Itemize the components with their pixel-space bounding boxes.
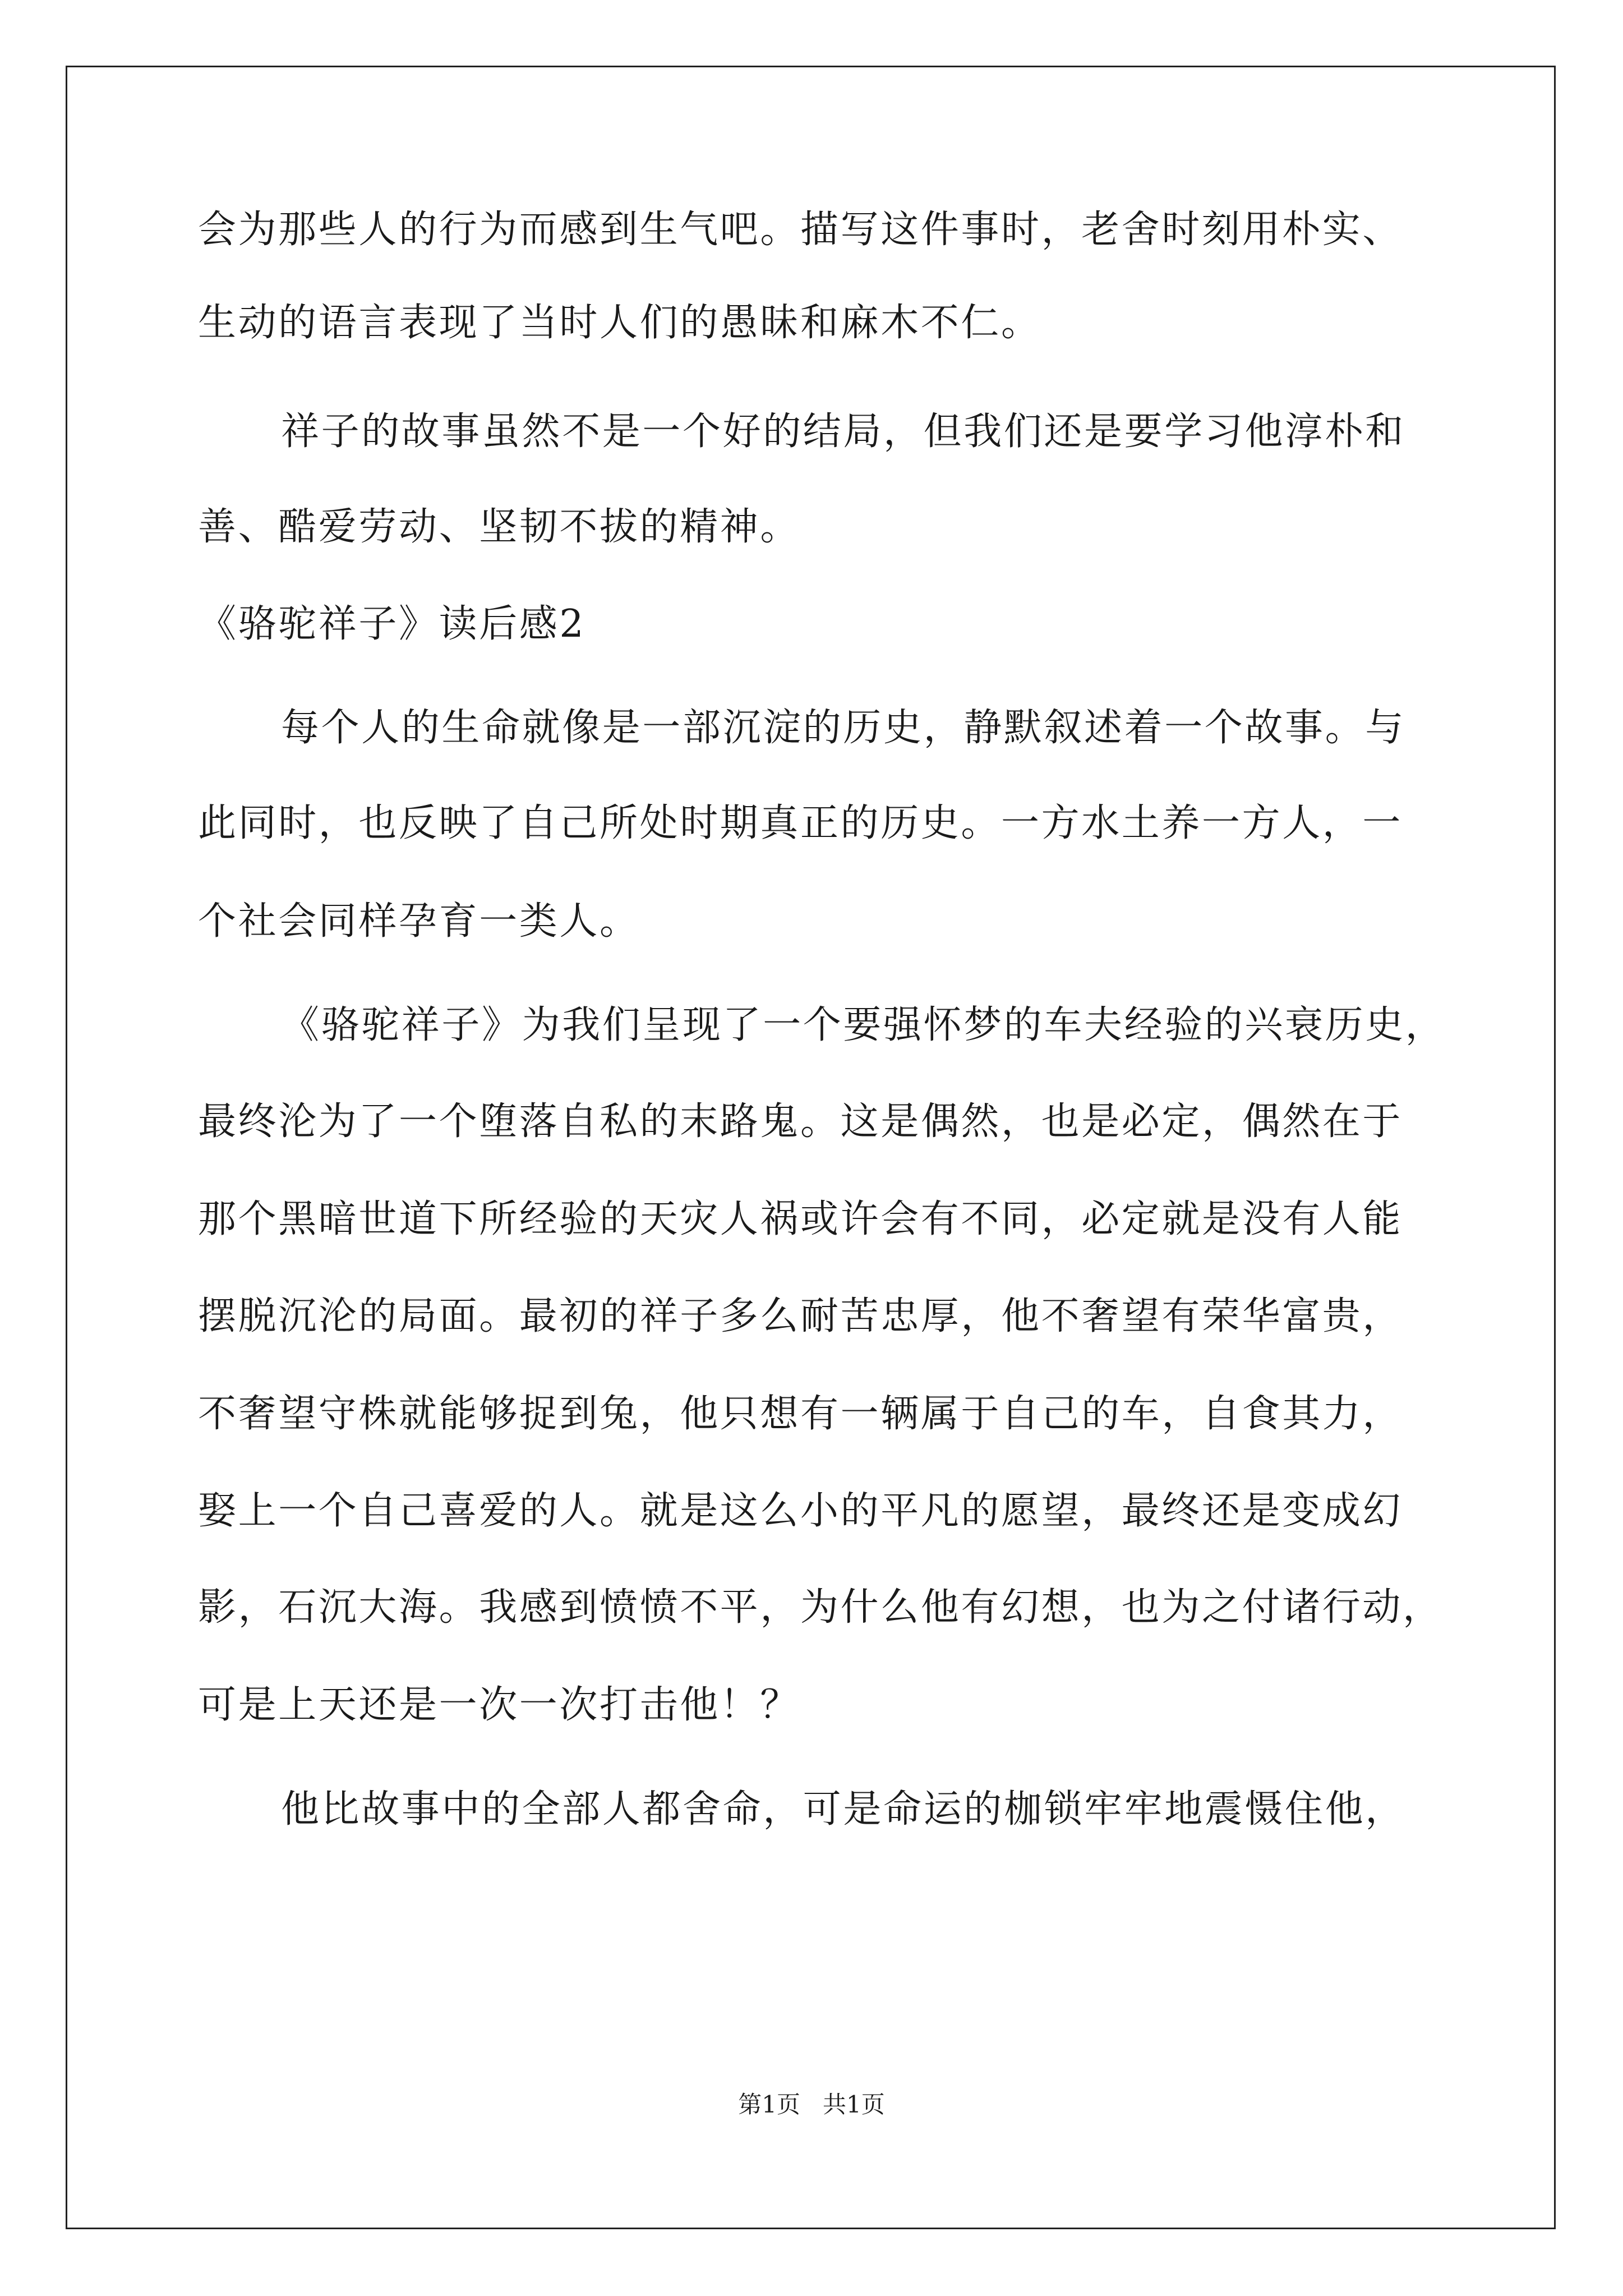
text-line: 最终沦为了一个堕落自私的末路鬼。这是偶然，也是必定，偶然在于	[198, 1099, 1403, 1144]
paragraph-start-line: 《骆驼祥子》为我们呈现了一个要强怀梦的车夫经验的兴衰历史，	[281, 1003, 1446, 1047]
text-line: 会为那些人的行为而感到生气吧。描写这件事时，老舍时刻用朴实、	[198, 208, 1403, 252]
text-line: 那个黑暗世道下所经验的天灾人祸或许会有不同，必定就是没有人能	[198, 1197, 1403, 1241]
paragraph-start-line: 每个人的生命就像是一部沉淀的历史，静默叙述着一个故事。与	[281, 706, 1405, 750]
text-line: 摆脱沉沦的局面。最初的祥子多么耐苦忠厚，他不奢望有荣华富贵，	[198, 1294, 1403, 1338]
text-line: 不奢望守株就能够捉到兔，他只想有一辆属于自己的车，自食其力，	[198, 1392, 1403, 1436]
text-line: 个社会同样孕育一类人。	[198, 899, 640, 944]
text-line: 娶上一个自己喜爱的人。就是这么小的平凡的愿望，最终还是变成幻	[198, 1489, 1403, 1533]
page-border	[66, 66, 1556, 2229]
page-footer: 第1页 共1页	[738, 2091, 885, 2118]
paragraph-start-line: 他比故事中的全部人都舍命，可是命运的枷锁牢牢地震慑住他，	[281, 1787, 1405, 1832]
section-heading: 《骆驼祥子》读后感2	[198, 602, 586, 646]
paragraph-start-line: 祥子的故事虽然不是一个好的结局，但我们还是要学习他淳朴和	[281, 409, 1405, 454]
text-line: 善、酷爱劳动、坚韧不拔的精神。	[198, 505, 801, 549]
text-line: 可是上天还是一次一次打击他！？	[198, 1683, 801, 1727]
text-line: 生动的语言表现了当时人们的愚昧和麻木不仁。	[198, 301, 1041, 345]
text-line: 此同时，也反映了自己所处时期真正的历史。一方水土养一方人，一	[198, 801, 1403, 845]
text-line: 影，石沉大海。我感到愤愤不平，为什么他有幻想，也为之付诸行动，	[198, 1585, 1443, 1630]
